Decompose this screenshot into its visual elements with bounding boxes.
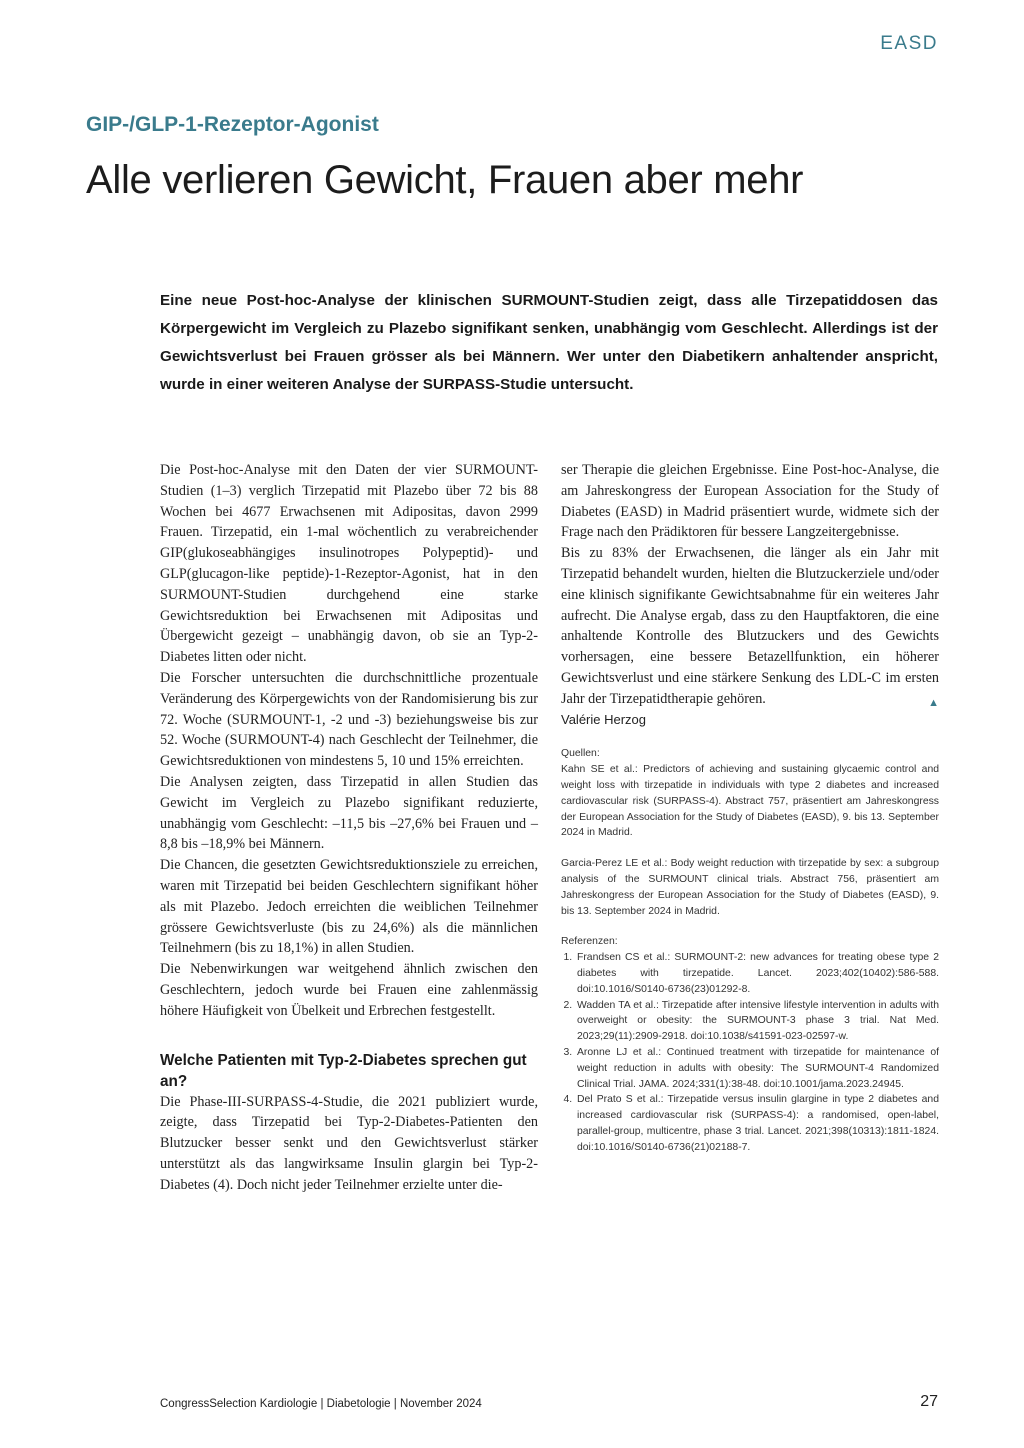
sources-label: Quellen:: [561, 748, 600, 760]
left-column: [160, 460, 538, 1196]
article-kicker: GIP-/GLP-1-Rezeptor-Agonist: [86, 113, 379, 136]
sources-block: [561, 746, 939, 1155]
section-subheading: Welche Patienten mit Typ-2-Diabetes sprechen gut an?: [160, 1051, 527, 1090]
body-paragraph: Die Nebenwirkungen war weitgehend ähnlich zwischen den Geschlechtern, jedoch wurde bei Frauen eine zahlenmässig höhere Häufigkeit von Übelkeit und Erbrechen festgestellt.: [160, 961, 538, 1019]
author-name: Valérie Herzog: [561, 711, 647, 727]
reference-item: 1. Frandsen CS et al.: SURMOUNT-2: new advances for treating obese type 2 diabetes with tirzepatide. Lancet. 2023;402(10402):586-588. doi:10.1016/S0140-6736(23)01292-8.: [575, 950, 939, 997]
body-paragraph: [561, 543, 939, 709]
source-entry: Garcia-Perez LE et al.: Body weight reduction with tirzepatide by sex: a subgroup analysis of the SURMOUNT clinical trials. Abstract 756, präsentiert am Jahreskongress der European Association for the Study of Diabetes (EASD), 9. bis 13. September 2024 in Madrid.: [561, 858, 939, 917]
body-paragraph: Die Phase-III-SURPASS-4-Studie, die 2021 publiziert wurde, zeigte, dass Tirzepatid bei Typ-2-Diabetes-Patienten den Blutzucker besser senkt und den Gewichtsverlust stärker unterstützt als das langwirksame Insulin glargin bei Typ-2-Diabetes (4). Doch nicht jeder Teilnehmer erzielte unter die-: [160, 1093, 538, 1193]
reference-item: 3. Aronne LJ et al.: Continued treatment with tirzepatide for maintenance of weight reduction in adults with obesity: The SURMOUNT-4 Randomized Clinical Trial. JAMA. 2024;331(1):38-48. doi:10.1001/jama.2023.24945.: [575, 1045, 939, 1092]
footer-publication: CongressSelection Kardiologie | Diabetologie | November 2024: [160, 1398, 482, 1410]
body-paragraph: Die Post-hoc-Analyse mit den Daten der vier SURMOUNT-Studien (1–3) verglich Tirzepatid mit Plazebo über 72 bis 88 Wochen bei 4677 Erwachsenen mit Adipositas, davon 2999 Frauen. Tirzepatid, ein 1-mal wöchentlich zu verabreichender GIP(glukoseabhängiges insulinotropes Polypeptid)- und GLP(glucagon-like peptide)-1-Rezeptor-Agonist, hat in den SURMOUNT-Studien durchgehend eine starke Gewichtsreduktion bei Erwachsenen mit Adipositas und Übergewicht gezeigt – unabhängig davon, ob sie an Typ-2-Diabetes litten oder nicht.: [160, 462, 538, 666]
references-label: Referenzen:: [561, 936, 618, 948]
article-title: Alle verlieren Gewicht, Frauen aber mehr: [86, 158, 804, 202]
body-paragraph-text: Bis zu 83% der Erwachsenen, die länger als ein Jahr mit Tirzepatid behandelt wurden, hielten die Blutzuckerziele und/oder eine klinisch signifikante Gewichtsabnahme für ein weiteres Jahr aufrecht. Die Analyse ergab, dass zu den Hauptfaktoren, die eine anhaltende Kontrolle des Blutzuckers und des Gewichts vorhersagen, eine bessere Betazellfunktion, ein höherer Gewichtsverlust und eine stärkere Senkung des LDL-C im ersten Jahr der Tirzepatidtherapie gehören.: [561, 545, 939, 707]
reference-item: 4. Del Prato S et al.: Tirzepatide versus insulin glargine in type 2 diabetes and increased cardiovascular risk (SURPASS-4): a randomised, open-label, parallel-group, multicentre, phase 3 trial. Lancet. 2021;398(10313):1811-1824. doi:10.1016/S0140-6736(21)02188-7.: [575, 1092, 939, 1155]
section-tag: EASD: [880, 33, 938, 54]
body-paragraph: Die Chancen, die gesetzten Gewichtsreduktionsziele zu erreichen, waren mit Tirzepatid bei beiden Geschlechtern signifikant höher als mit Plazebo. Jedoch erreichten die weiblichen Teilnehmer grössere Gewichtsverluste (bis zu 24,6%) als die männlichen Teilnehmern (bis zu 18,1%) in allen Studien.: [160, 857, 538, 957]
page-number: 27: [920, 1393, 938, 1410]
source-entry: Kahn SE et al.: Predictors of achieving and sustaining glycaemic control and weight loss with tirzepatide in individuals with type 2 diabetes and increased cardiovascular risk (SURPASS-4). Abstract 757, präsentiert am Jahreskongress der European Association for the Study of Diabetes (EASD), 9. bis 13. September 2024 in Madrid.: [561, 764, 939, 839]
references-list: [561, 950, 939, 1155]
body-paragraph: Die Forscher untersuchten die durchschnittliche prozentuale Veränderung des Körpergewichts von der Randomisierung bis zur 72. Woche (SURMOUNT-1, -2 und -3) beziehungsweise bis zur 52. Woche (SURMOUNT-4) nach Geschlecht der Teilnehmer, die Gewichtsreduktionen von mindestens 5, 10 und 15% erreichten.: [160, 669, 538, 770]
reference-item: 2. Wadden TA et al.: Tirzepatide after intensive lifestyle intervention in adults with overweight or obesity: the SURMOUNT-3 phase 3 trial. Nat Med. 2023;29(11):2909-2918. doi:10.1038/s41591-023-02597-w.: [575, 998, 939, 1045]
body-paragraph: Die Analysen zeigten, dass Tirzepatid in allen Studien das Gewicht im Vergleich zu Plazebo signifikant reduzierte, unabhängig vom Geschlecht: –11,5 bis –27,6% bei Frauen und –8,8 bis –18,9% bei Männern.: [160, 773, 538, 853]
right-column: [561, 460, 939, 1155]
end-of-article-icon: ▲: [928, 696, 939, 709]
body-paragraph: ser Therapie die gleichen Ergebnisse. Eine Post-hoc-Analyse, die am Jahreskongress der European Association for the Study of Diabetes (EASD) in Madrid präsentiert wurde, widmete sich der Frage nach den Prädiktoren für bessere Langzeitergebnisse.: [561, 462, 939, 541]
article-lead: Eine neue Post-hoc-Analyse der klinischen SURMOUNT-Studien zeigt, dass alle Tirzepatiddosen das Körpergewicht im Vergleich zu Plazebo signifikant senken, unabhängig vom Geschlecht. Allerdings ist der Gewichtsverlust bei Frauen grösser als bei Männern. Wer unter den Diabetikern anhaltender anspricht, wurde in einer weiteren Analyse der SURPASS-Studie untersucht.: [160, 292, 938, 393]
